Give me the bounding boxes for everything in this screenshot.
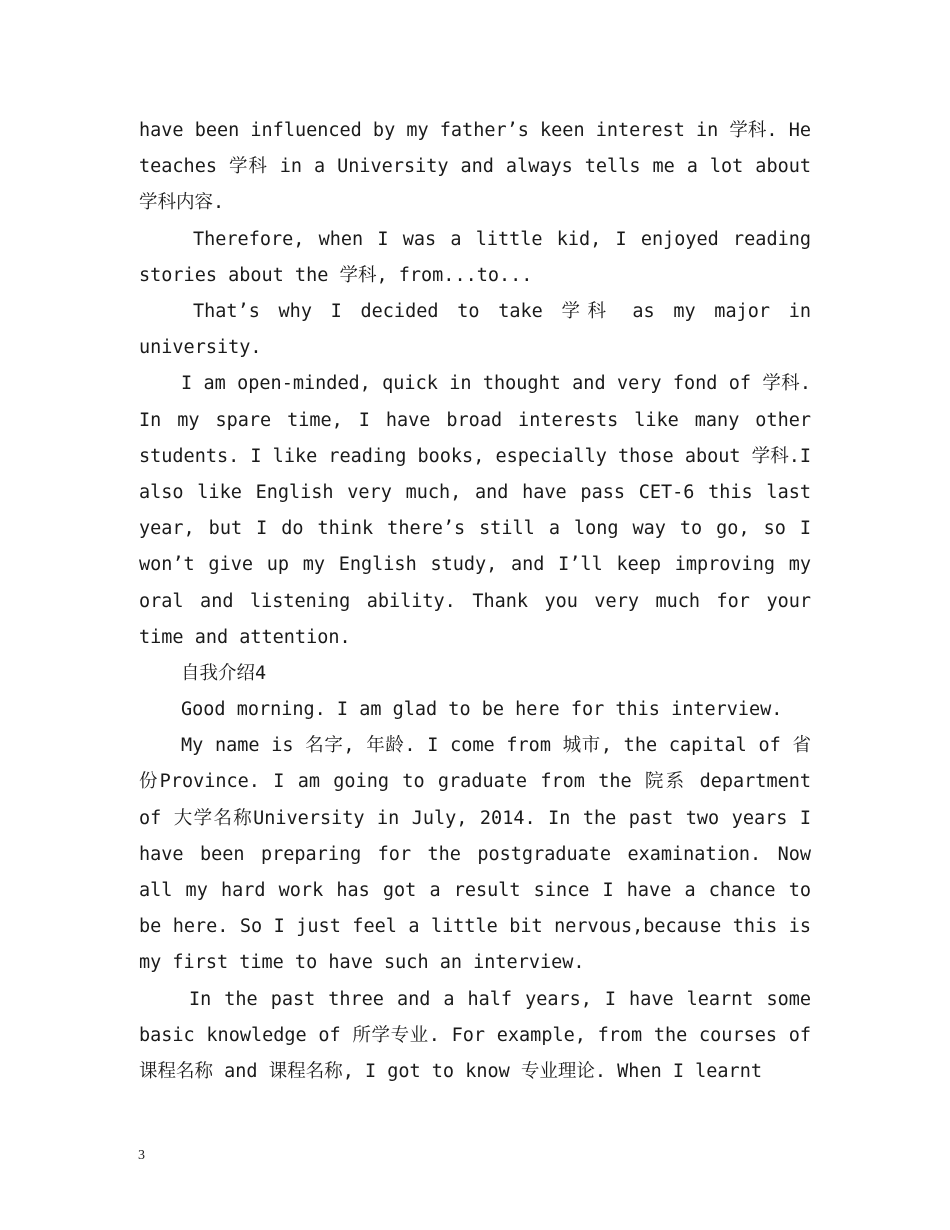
body-text — [139, 113, 811, 1090]
paragraph-self-intro: My name is 名字, 年龄. I come from 城市, the capital of 省份Province. I am going to graduate from the 院系 department of 大学名称University in July, 2014. In the past two years I have been preparing for the postgraduate examination. Now all my hard work has got a result since I have a chance to be here. So I just feel a little bit nervous,because this is my first time to have such an interview. — [139, 735, 811, 974]
paragraph-personality: I am open-minded, quick in thought and very fond of 学科. In my spare time, I have broad interests like many other students. I like reading books, especially those about 学科.I also like English very much, and have pass CET-6 this last year, but I do think there’s still a long way to go, so I won’t give up my English study, and I’ll keep improving my oral and listening ability. Thank you very much for your time and attention. — [139, 373, 811, 648]
paragraph-major-choice: That’s why I decided to take 学科 as my major in university. — [139, 301, 811, 359]
paragraph-childhood-reading: Therefore, when I was a little kid, I enjoyed reading stories about the 学科, from...to... — [139, 228, 811, 286]
paragraph-greeting: Good morning. I am glad to be here for this interview. — [181, 699, 783, 721]
paragraph-knowledge: In the past three and a half years, I have learnt some basic knowledge of 所学专业. For example, from the courses of 课程名称 and 课程名称, I got to know 专业理论. When I learnt — [139, 988, 811, 1083]
paragraph-father-influence: have been influenced by my father’s keen interest in 学科. He teaches 学科 in a University and always tells me a lot about 学科内容. — [139, 120, 811, 214]
page-number: 3 — [138, 1148, 145, 1163]
section-heading: 自我介绍4 — [181, 663, 267, 685]
